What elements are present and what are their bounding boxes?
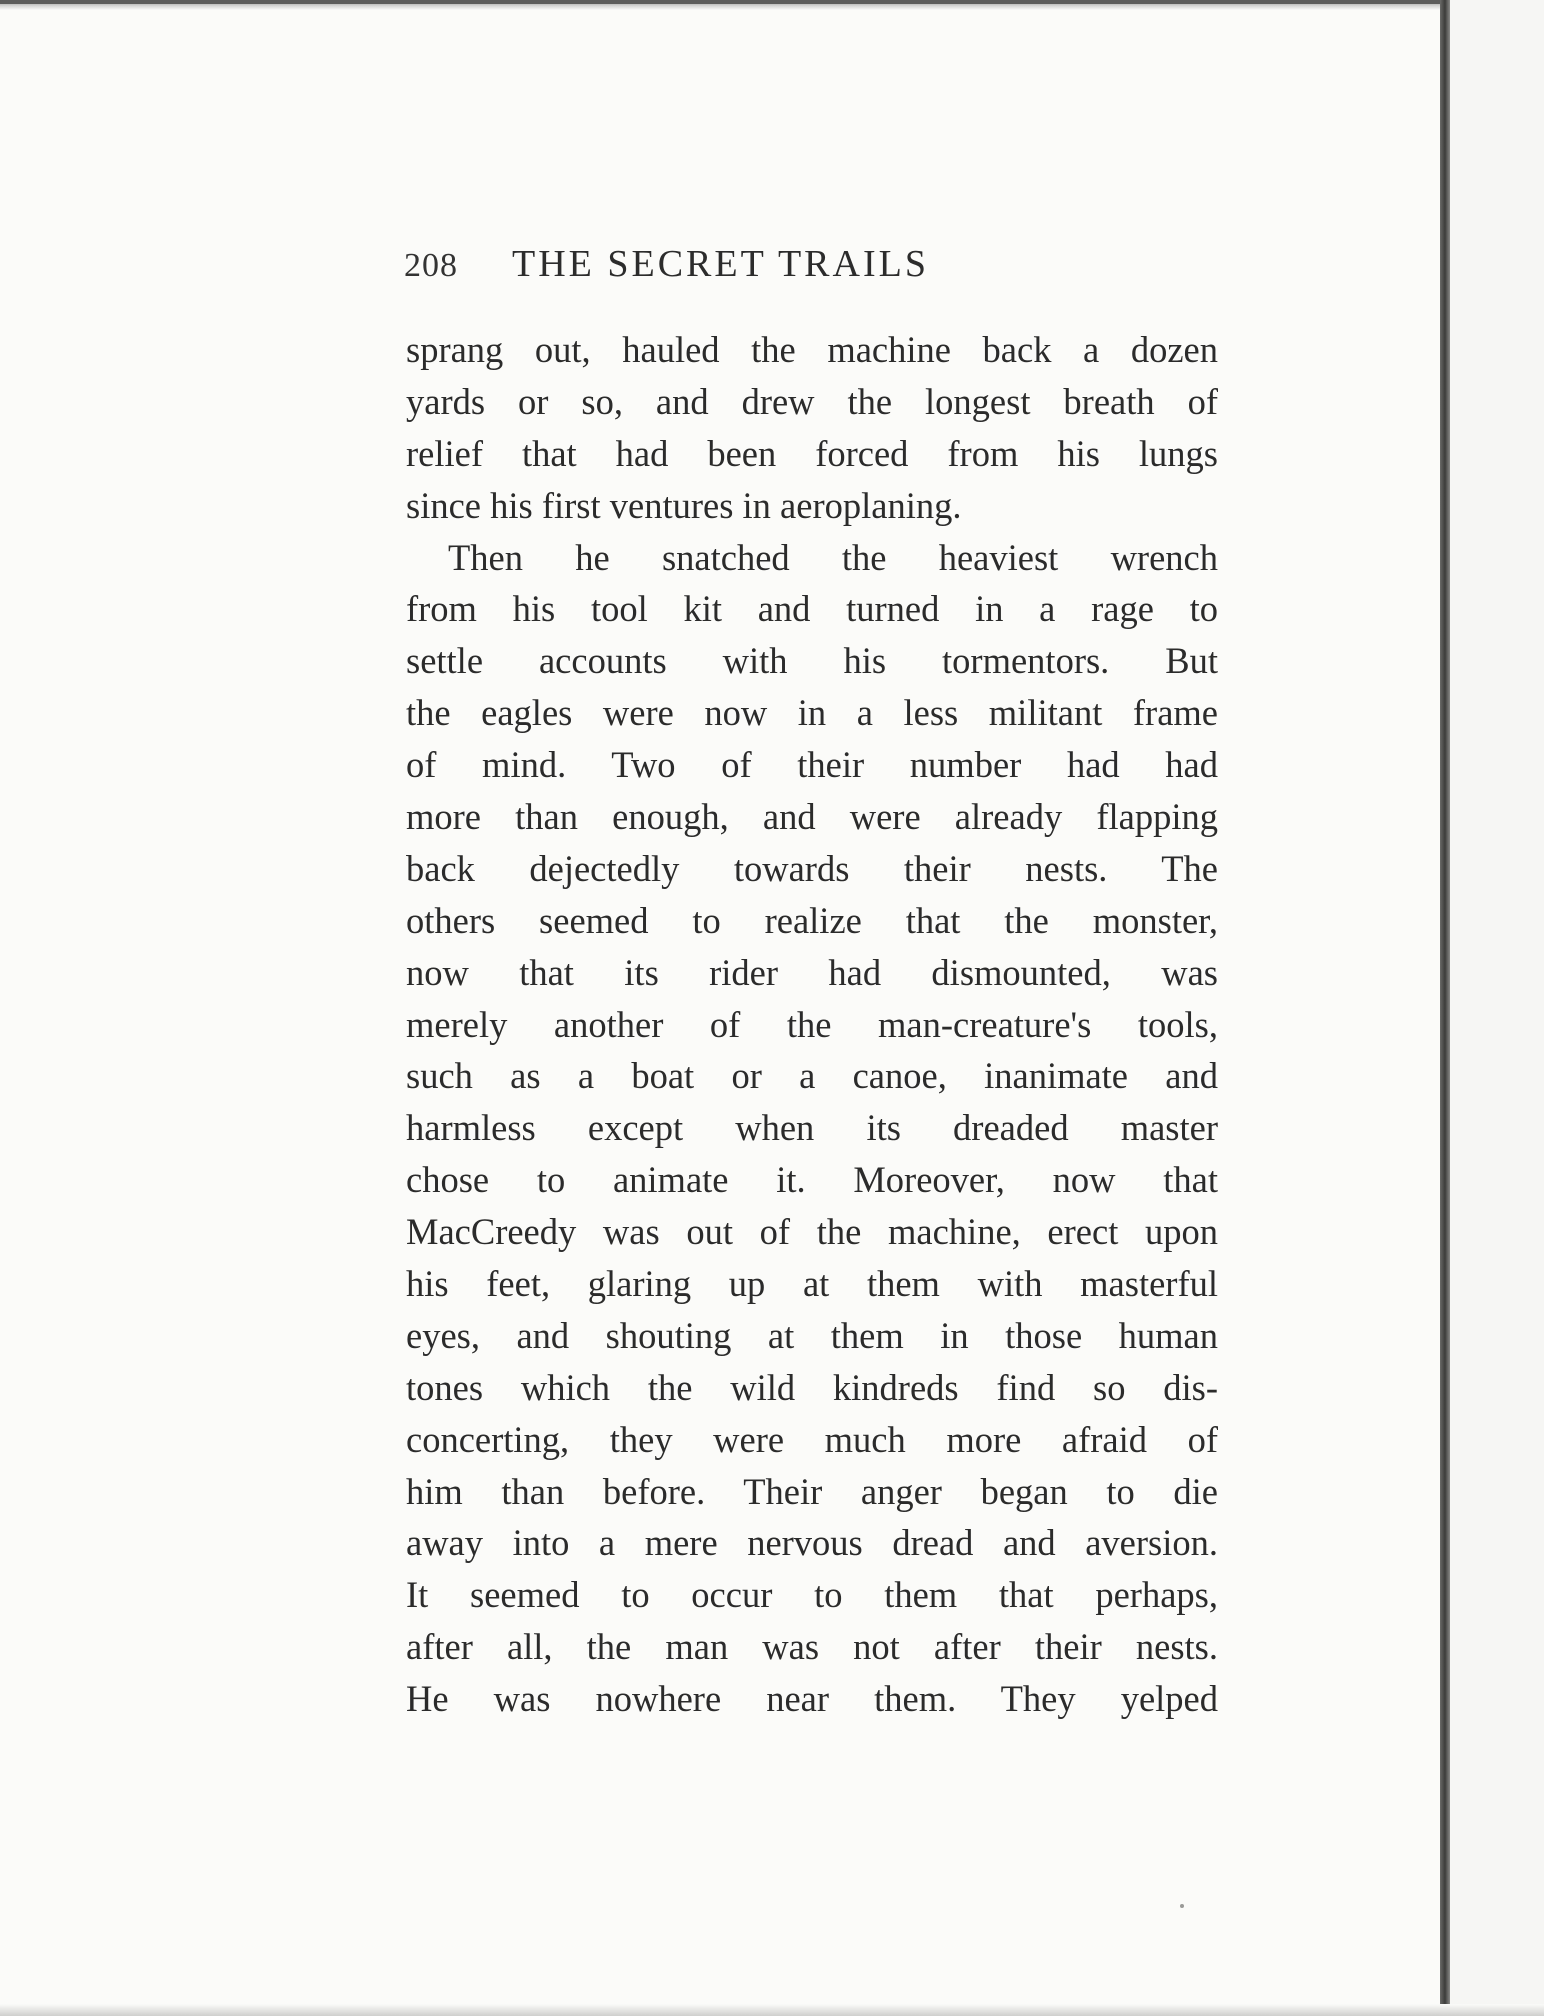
text-line: merely another of the man-creature's tools, xyxy=(406,1003,1218,1045)
text-line: others seemed to realize that the monster, xyxy=(406,899,1218,941)
text-line: eyes, and shouting at them in those human xyxy=(406,1314,1218,1356)
text-line: yards or so, and drew the longest breath of xyxy=(406,380,1218,422)
facing-page-edge xyxy=(1450,0,1544,2016)
text-line: now that its rider had dismounted, was xyxy=(406,951,1218,993)
running-head xyxy=(404,242,1034,302)
scan-speck xyxy=(1180,1904,1184,1908)
text-line: since his first ventures in aeroplaning. xyxy=(406,484,962,526)
text-line: more than enough, and were already flapping xyxy=(406,796,1218,838)
text-line: after all, the man was not after their nests. xyxy=(406,1626,1218,1668)
text-line: his feet, glaring up at them with masterful xyxy=(406,1263,1218,1305)
text-line: concerting, they were much more afraid of xyxy=(406,1418,1218,1460)
text-line: sprang out, hauled the machine back a dozen xyxy=(406,329,1218,370)
text-line: of mind. Two of their number had had xyxy=(406,744,1218,786)
running-title: THE SECRET TRAILS xyxy=(512,243,929,285)
text-line: back dejectedly towards their nests. The xyxy=(406,847,1218,889)
book-spine-shadow xyxy=(1440,0,1450,2016)
text-line: chose to animate it. Moreover, now that xyxy=(406,1159,1218,1201)
text-line: away into a mere nervous dread and aversion. xyxy=(406,1522,1218,1564)
page-top-border xyxy=(0,0,1440,4)
text-line: settle accounts with his tormentors. But xyxy=(406,640,1218,682)
text-line: relief that had been forced from his lungs xyxy=(406,432,1218,474)
text-line: the eagles were now in a less militant frame xyxy=(406,692,1218,734)
text-line: from his tool kit and turned in a rage to xyxy=(406,588,1218,630)
text-line: harmless except when its dreaded master xyxy=(406,1107,1218,1149)
text-line: He was nowhere near them. They yelped xyxy=(406,1678,1218,1720)
text-line: MacCreedy was out of the machine, erect upon xyxy=(406,1211,1218,1253)
page-bottom-edge xyxy=(0,2004,1544,2016)
text-line: Then he snatched the heaviest wrench xyxy=(448,536,1218,578)
body-text xyxy=(406,324,1218,1725)
text-line: It seemed to occur to them that perhaps, xyxy=(406,1574,1218,1616)
text-line: such as a boat or a canoe, inanimate and xyxy=(406,1055,1218,1097)
text-line: him than before. Their anger began to die xyxy=(406,1470,1218,1512)
text-line: tones which the wild kindreds find so dis- xyxy=(406,1366,1218,1408)
page-number: 208 xyxy=(404,247,458,284)
